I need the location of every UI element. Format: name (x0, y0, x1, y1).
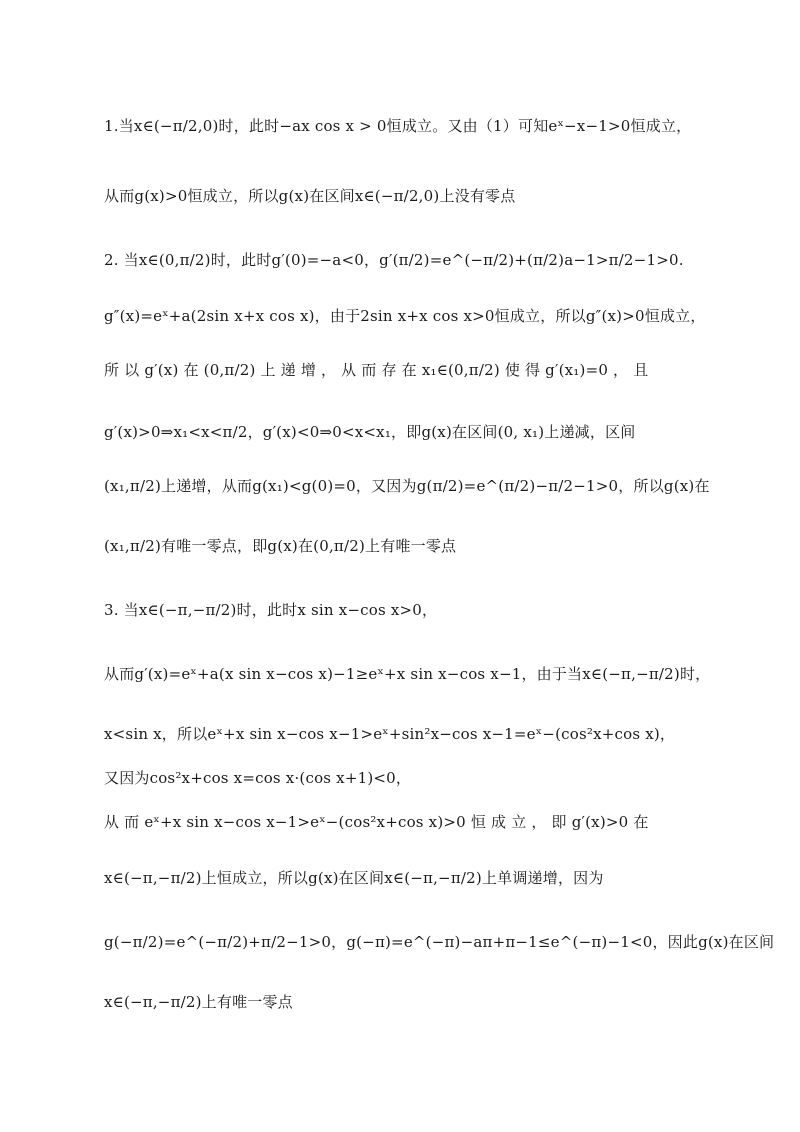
line-13: 从 而 eˣ+x sin x−cos x−1>eˣ−(cos²x+cos x)>0 恒 成 立 ， 即 g′(x)>0 在 (104, 813, 649, 831)
line-16: x∈(−π,−π/2)上有唯一零点 (104, 993, 293, 1011)
line-10: 从而g′(x)=eˣ+a(x sin x−cos x)−1≥eˣ+x sin x−cos x−1，由于当x∈(−π,−π/2)时， (104, 665, 711, 683)
line-6: g′(x)>0⇒x₁<x<π/2，g′(x)<0⇒0<x<x₁，即g(x)在区间(0, x₁)上递减，区间 (104, 423, 636, 441)
line-7: (x₁,π/2)上递增，从而g(x₁)<g(0)=0，又因为g(π/2)=e^(π/2)−π/2−1>0，所以g(x)在 (104, 477, 710, 495)
line-11: x<sin x，所以eˣ+x sin x−cos x−1>eˣ+sin²x−cos x−1=eˣ−(cos²x+cos x)， (104, 725, 676, 743)
line-9: 3. 当x∈(−π,−π/2)时，此时x sin x−cos x>0， (104, 601, 438, 619)
line-14: x∈(−π,−π/2)上恒成立，所以g(x)在区间x∈(−π,−π/2)上单调递增，因为 (104, 869, 604, 887)
line-3: 2. 当x∈(0,π/2)时，此时g′(0)=−a<0，g′(π/2)=e^(−π/2)+(π/2)a−1>π/2−1>0. (104, 251, 684, 269)
line-15: g(−π/2)=e^(−π/2)+π/2−1>0，g(−π)=e^(−π)−aπ+π−1≤e^(−π)−1<0，因此g(x)在区间 (104, 933, 775, 951)
line-5: 所 以 g′(x) 在 (0,π/2) 上 递 增 ， 从 而 存 在 x₁∈(0,π/2) 使 得 g′(x₁)=0 ， 且 (104, 361, 649, 379)
line-2: 从而g(x)>0恒成立，所以g(x)在区间x∈(−π/2,0)上没有零点 (104, 187, 516, 205)
line-1: 1.当x∈(−π/2,0)时，此时−ax cos x > 0恒成立。又由（1）可知eˣ−x−1>0恒成立， (104, 117, 692, 135)
line-8: (x₁,π/2)有唯一零点，即g(x)在(0,π/2)上有唯一零点 (104, 537, 457, 555)
line-12: 又因为cos²x+cos x=cos x·(cos x+1)<0， (104, 769, 412, 787)
line-4: g″(x)=eˣ+a(2sin x+x cos x)，由于2sin x+x cos x>0恒成立，所以g″(x)>0恒成立， (104, 307, 706, 325)
